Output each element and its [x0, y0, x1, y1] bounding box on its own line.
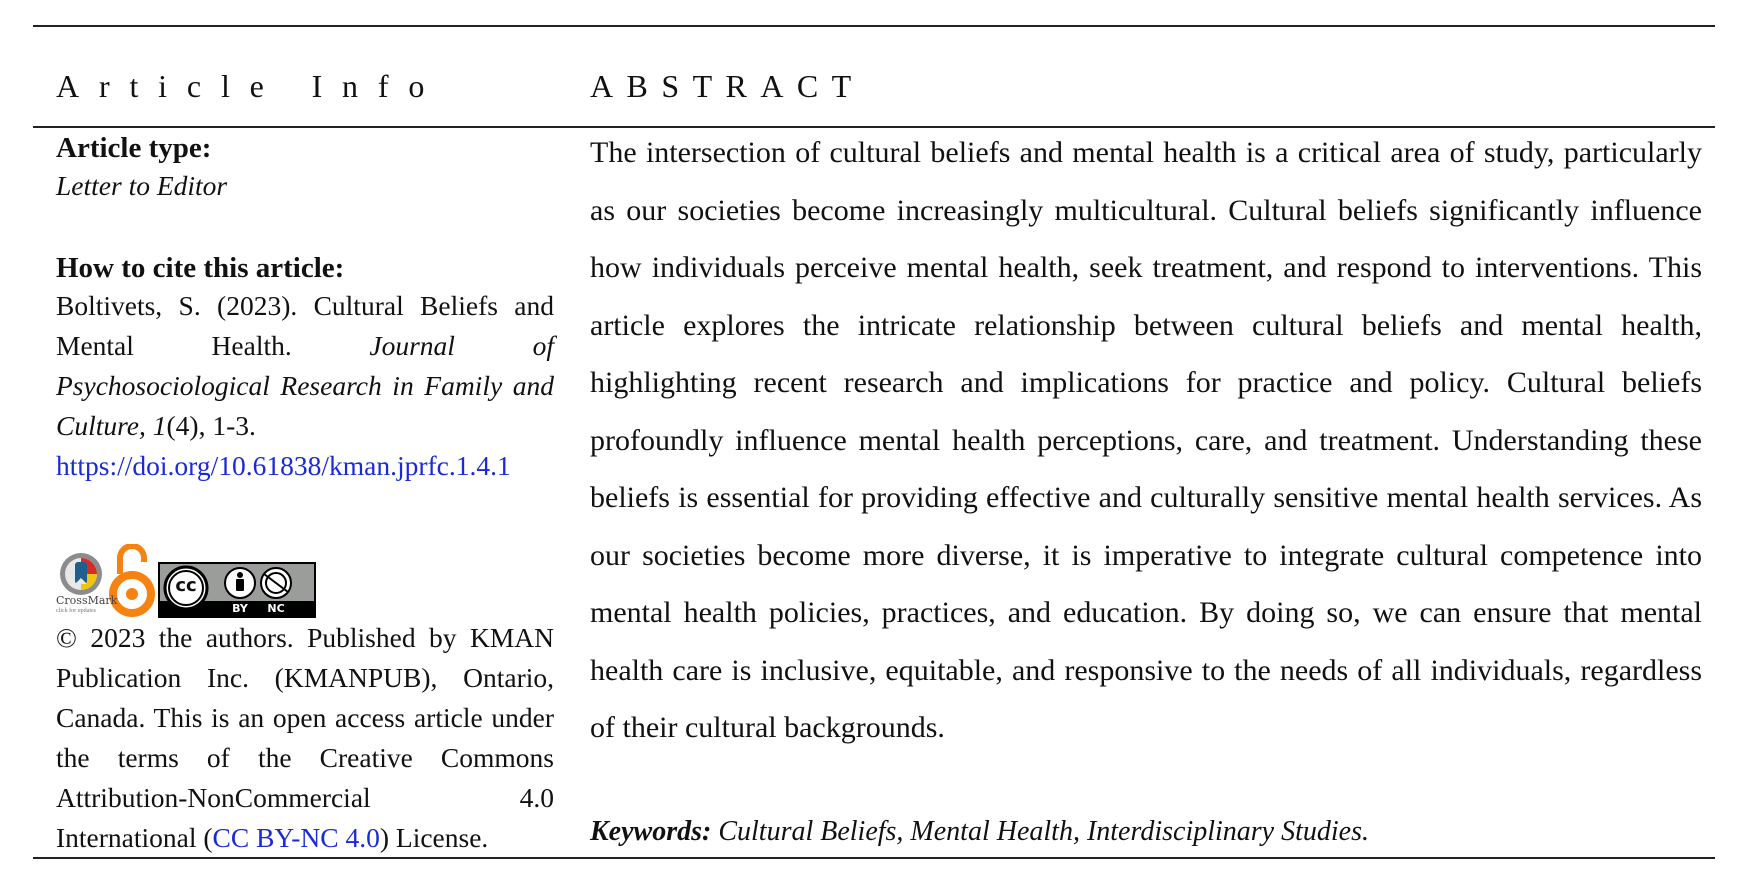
article-type-label: Article type: — [56, 132, 212, 164]
keywords-label: Keywords: — [590, 816, 712, 847]
doi-link[interactable]: https://doi.org/10.61838/kman.jprfc.1.4.1 — [56, 450, 511, 481]
badge-row — [56, 544, 554, 618]
license-text — [56, 618, 554, 858]
license-text-after: ) License. — [379, 822, 489, 853]
article-info-heading: Article Info — [56, 68, 445, 104]
crossmark-badge[interactable] — [56, 550, 118, 618]
citation-authors: Boltivets, S. (2023). Cultural Beliefs and Mental Health. — [56, 290, 554, 361]
cc-by-nc-badge[interactable] — [158, 562, 316, 618]
top-rule — [33, 25, 1715, 27]
article-info-column — [56, 130, 554, 858]
keywords-list: Cultural Beliefs, Mental Health, Interdisciplinary Studies. — [718, 816, 1369, 847]
cc-nc-label: NC — [267, 602, 285, 615]
keywords — [590, 814, 1702, 850]
cc-by-label: BY — [232, 602, 248, 615]
article-type-value: Letter to Editor — [56, 170, 228, 201]
crossmark-subtext: click for updates — [56, 608, 96, 614]
abstract-body: The intersection of cultural beliefs and mental health is a critical area of study, particularly as our societies become increasingly multicultural. Cultural beliefs significantly influence how individuals perceive mental health, seek treatment, and respond to interventions. This article explores the intricate relationship between cultural beliefs and mental health, highlighting recent research and implications for practice and policy. Cultural beliefs profoundly influence mental health perceptions, care, and treatment. Understanding these beliefs is essential for providing effective and culturally sensitive mental health services. As our societies become more diverse, it is imperative to integrate cultural competence into mental health policies, practices, and education. By doing so, we can ensure that mental health care is inclusive, equitable, and responsive to the needs of all individuals, regardless of their cultural backgrounds. — [590, 136, 1702, 744]
citation-text — [56, 286, 554, 446]
cc-text: cc — [175, 575, 197, 596]
license-link[interactable]: CC BY-NC 4.0 — [212, 822, 380, 853]
citation-issue: (4), 1-3. — [166, 410, 256, 441]
license-text-before: © 2023 the authors. Published by KMAN Publication Inc. (KMANPUB), Ontario, Canada. This is an open access article under the terms of the Creative Commons Attribution-NonCommercial 4.0 International ( — [56, 622, 554, 853]
abstract-heading: ABSTRACT — [590, 68, 865, 104]
how-to-cite-label: How to cite this article: — [56, 252, 345, 284]
bottom-rule — [33, 857, 1715, 859]
citation-journal: Journal of Psychosociological Research in Family and Culture, 1 — [56, 330, 554, 441]
crossmark-label: CrossMark — [56, 594, 118, 607]
